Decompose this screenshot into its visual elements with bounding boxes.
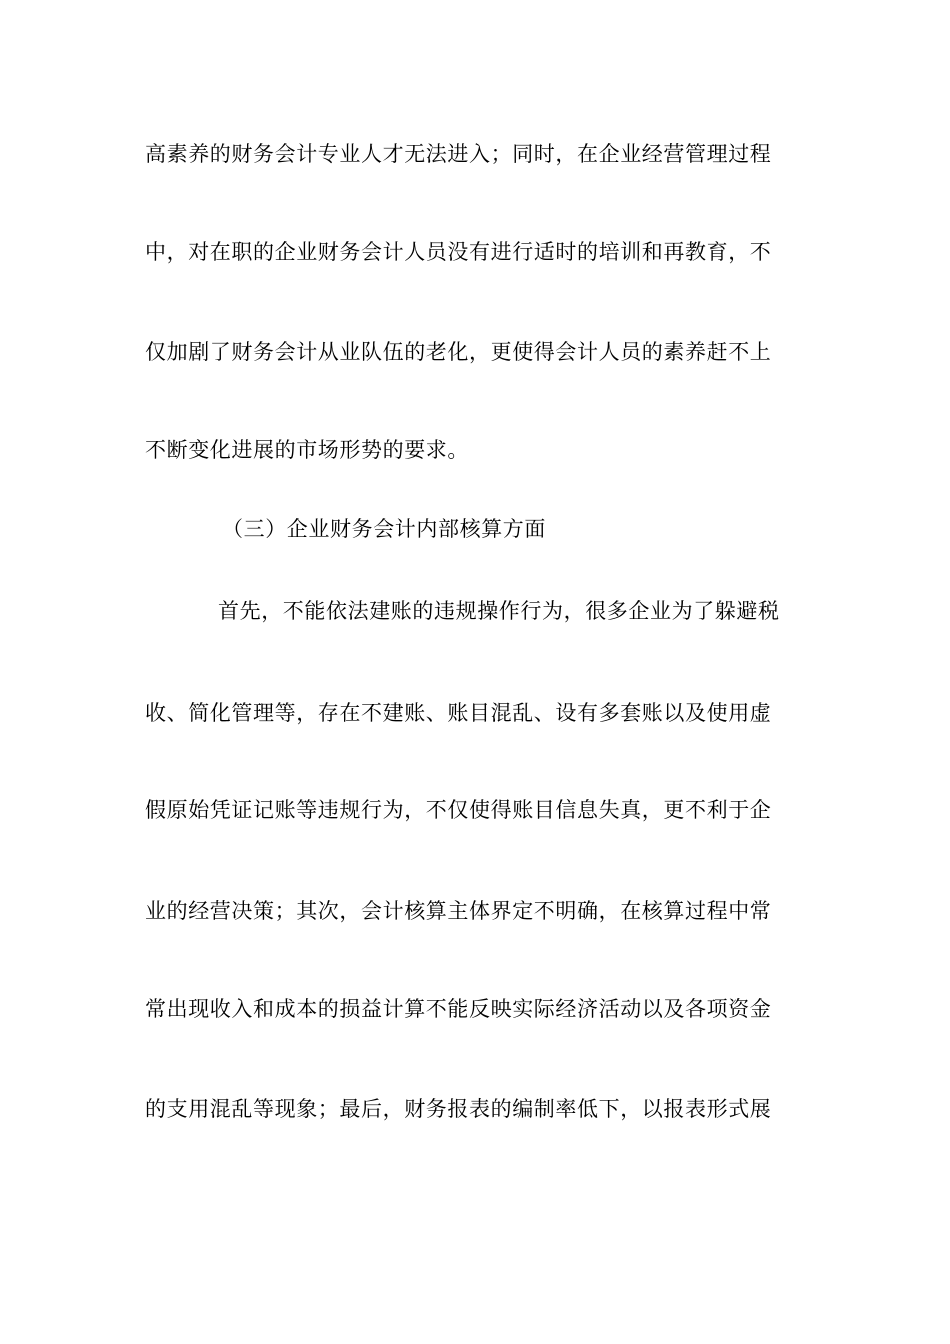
paragraph-line: 不断变化进展的市场形势的要求。 [145, 438, 469, 462]
paragraph-line: 业的经营决策；其次，会计核算主体界定不明确，在核算过程中常 [145, 899, 772, 923]
paragraph-line: 假原始凭证记账等违规行为，不仅使得账目信息失真，更不利于企 [145, 798, 772, 822]
paragraph-line: 仅加剧了财务会计从业队伍的老化，更使得会计人员的素养赶不上 [145, 340, 772, 364]
paragraph-line: 收、简化管理等，存在不建账、账目混乱、设有多套账以及使用虚 [145, 701, 772, 725]
paragraph-line: 中，对在职的企业财务会计人员没有进行适时的培训和再教育，不 [145, 240, 772, 264]
paragraph-line: 常出现收入和成本的损益计算不能反映实际经济活动以及各项资金 [145, 997, 772, 1021]
paragraph-line: 高素养的财务会计专业人才无法进入；同时，在企业经营管理过程 [145, 142, 772, 166]
section-heading: （三）企业财务会计内部核算方面 [222, 517, 546, 541]
paragraph-line: 首先，不能依法建账的违规操作行为，很多企业为了躲避税 [218, 599, 780, 623]
paragraph-line: 的支用混乱等现象；最后，财务报表的编制率低下，以报表形式展 [145, 1097, 772, 1121]
